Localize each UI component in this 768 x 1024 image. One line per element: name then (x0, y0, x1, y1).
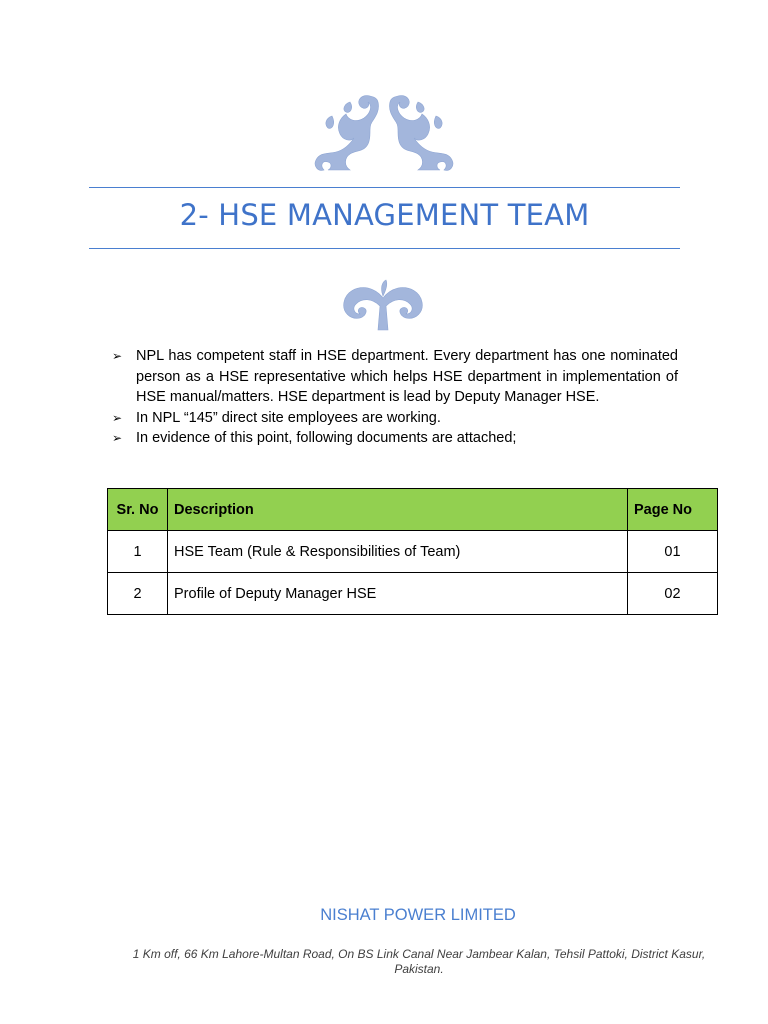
table-row (108, 531, 718, 573)
list-item (112, 428, 678, 449)
header-page-no: Page No (628, 489, 718, 531)
cell-description: HSE Team (Rule & Responsibilities of Team) (168, 531, 628, 573)
cell-description: Profile of Deputy Manager HSE (168, 573, 628, 615)
table-header-row (108, 489, 718, 531)
footer-address: 1 Km off, 66 Km Lahore-Multan Road, On BS Link Canal Near Jambear Kalan, Tehsil Pattoki, District Kasur, Pakistan. (132, 947, 706, 976)
arrow-bullet-icon: ➢ (112, 410, 123, 425)
page-title: 2- HSE MANAGEMENT TEAM (179, 198, 590, 232)
cell-page-no: 02 (628, 573, 718, 615)
cell-page-no: 01 (628, 531, 718, 573)
arrow-bullet-icon: ➢ (112, 431, 123, 445)
table-row (108, 573, 718, 615)
title-rule-bottom (89, 248, 680, 249)
list-item (112, 408, 678, 429)
cell-sr-no: 1 (108, 531, 168, 573)
bullet-text: In NPL “145” direct site employees are working. (136, 409, 441, 426)
bullet-text: In evidence of this point, following documents are attached; (136, 430, 517, 446)
bullet-text: NPL has competent staff in HSE department. Every department has one nominated person as a HSE representative which helps HSE department in implementation of HSE manual/matters. HSE department is lead by Deputy Manager HSE. (136, 348, 678, 405)
header-description: Description (168, 489, 628, 531)
title-rule-top (89, 187, 680, 188)
footer-company-name: NISHAT POWER LIMITED (320, 906, 516, 924)
header-sr-no: Sr. No (108, 489, 168, 531)
list-item (112, 346, 678, 408)
bullet-list (112, 346, 678, 449)
cell-sr-no: 2 (108, 573, 168, 615)
documents-table (107, 488, 718, 615)
arrow-bullet-icon: ➢ (112, 349, 123, 363)
ornament-flourish-icon (310, 92, 458, 174)
ornament-divider-icon (340, 276, 426, 332)
